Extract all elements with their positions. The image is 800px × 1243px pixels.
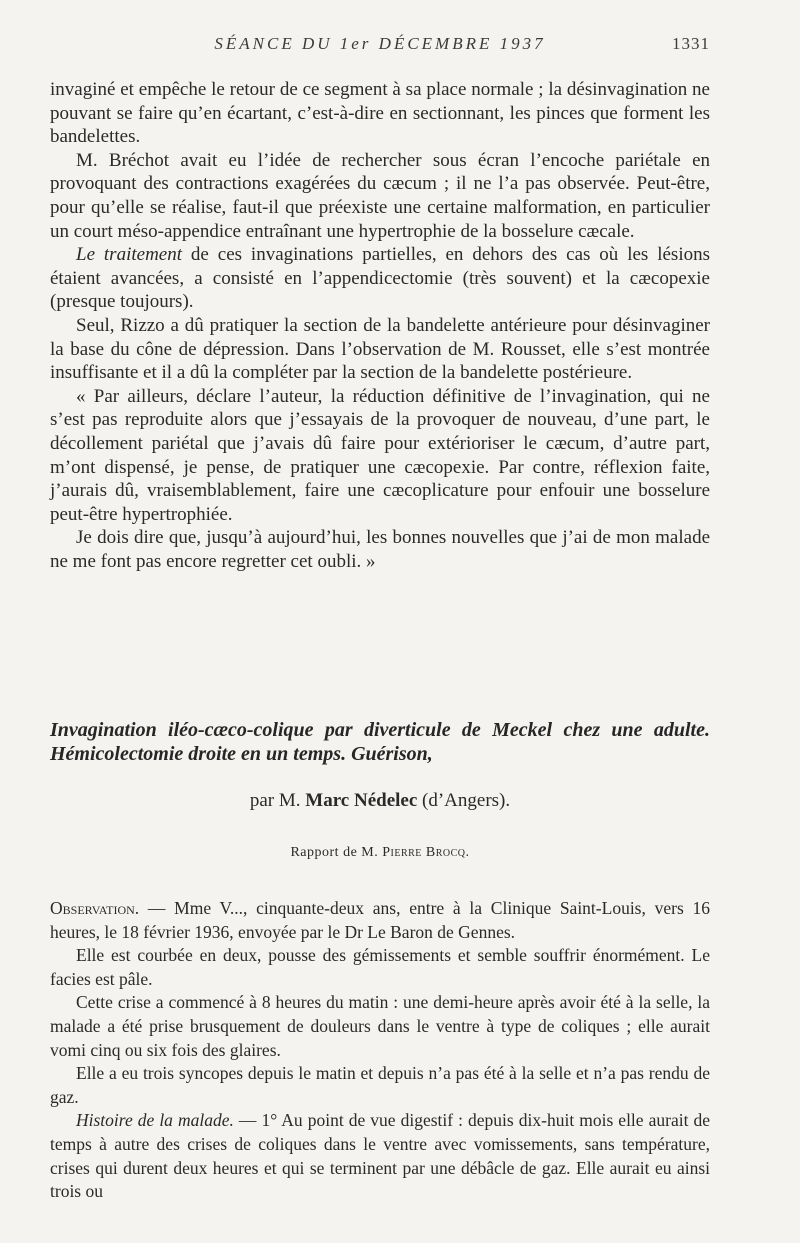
paragraph: invaginé et empêche le retour de ce segment à sa place normale ; la désinvagination ne pouvant se faire qu’en écartant, c’est-à-dire en sectionnant, les pinces que forment les bandelettes. xyxy=(50,79,710,148)
paragraph: Seul, Rizzo a dû pratiquer la section de la bandelette antérieure pour désinvaginer la base du cône de dépression. Dans l’observation de M. Rousset, elle s’est montrée insuffisante et il a dû la compléter par la section de la bandelette postérieure. xyxy=(50,314,710,384)
byline-prefix: par M. xyxy=(249,790,301,811)
paragraph xyxy=(50,897,710,944)
body-text-top xyxy=(50,78,710,573)
paragraph-text: de ces invaginations partielles, en dehors des cas où les lésions étaient avancées, a consisté en l’appendicectomie (très souvent) et la cæcopexie (presque toujours). xyxy=(50,244,710,313)
paragraph: Cette crise a commencé à 8 heures du matin : une demi-heure après avoir été à la selle, la malade a été prise brusquement de douleurs dans le ventre à type de coliques ; elle aurait vomi cinq ou six fois des glaires. xyxy=(50,992,710,1060)
observation-label: Observation. xyxy=(50,898,140,918)
paragraph xyxy=(50,1109,710,1203)
article-title: Invagination iléo-cæco-colique par diverticule de Meckel chez une adulte. Hémicolectomie droite en un temps. Guérison, xyxy=(50,719,710,765)
byline-suffix: (d’Angers). xyxy=(422,790,511,811)
paragraph-text: — 1° Au point de vue digestif : depuis dix-huit mois elle aurait de temps à autre des crises de coliques dans le ventre avec vomissements, sans température, crises qui durent deux heures et qui se terminent par une débâcle de gaz. Elle aurait eu ainsi trois ou xyxy=(50,1110,711,1202)
paragraph: Je dois dire que, jusqu’à aujourd’hui, les bonnes nouvelles que j’ai de mon malade ne me font pas encore regretter cet oubli. » xyxy=(50,527,710,572)
quote-paragraph: « Par ailleurs, déclare l’auteur, la réduction définitive de l’invagination, qui ne s’est pas reproduite alors que j’essayais de la provoquer de nouveau, d’une part, le décollement pariétal que j’avais dû faire pour extérioriser le cæcum, d’autre part, m’ont dispensé, je pense, de pratiquer une cæcopexie. Par contre, réflexion faite, j’aurais dû, vraisemblablement, faire une cæcoplicature pour enfouir une bosselure peut-être hypertrophiée. xyxy=(50,385,710,525)
traitement-label: Le traitement xyxy=(76,244,183,266)
paragraph: M. Bréchot avait eu l’idée de rechercher sous écran l’encoche pariétale en provoquant des contractions exagérées du cæcum ; il ne l’a pas observée. Peut-être, pour qu’elle se réalise, faut-il que préexiste une certaine malformation, en particulier un court méso-appendice entraînant une hypertrophie de la bosselure cæcale. xyxy=(50,149,710,242)
paragraph: Elle est courbée en deux, pousse des gémissements et semble souffrir énormément. Le facies est pâle. xyxy=(50,945,710,989)
history-label: Histoire de la malade. xyxy=(76,1110,234,1131)
observation-text xyxy=(50,897,710,1204)
report-author: Pierre Brocq. xyxy=(382,845,470,860)
report-line xyxy=(50,845,710,861)
page-number: 1331 xyxy=(672,34,710,53)
running-title: SÉANCE DU 1er DÉCEMBRE 1937 xyxy=(214,34,546,53)
paragraph xyxy=(50,243,710,314)
paragraph: Elle a eu trois syncopes depuis le matin et depuis n’a pas été à la selle et n’a pas rendu de gaz. xyxy=(50,1063,710,1107)
author-name: Marc Nédelec xyxy=(305,790,418,811)
byline xyxy=(50,790,710,812)
report-prefix: Rapport de M. xyxy=(290,845,379,860)
paragraph-text: — Mme V..., cinquante-deux ans, entre à la Clinique Saint-Louis, vers 16 heures, le 18 février 1936, envoyée par le Dr Le Baron de Gennes. xyxy=(50,898,710,942)
